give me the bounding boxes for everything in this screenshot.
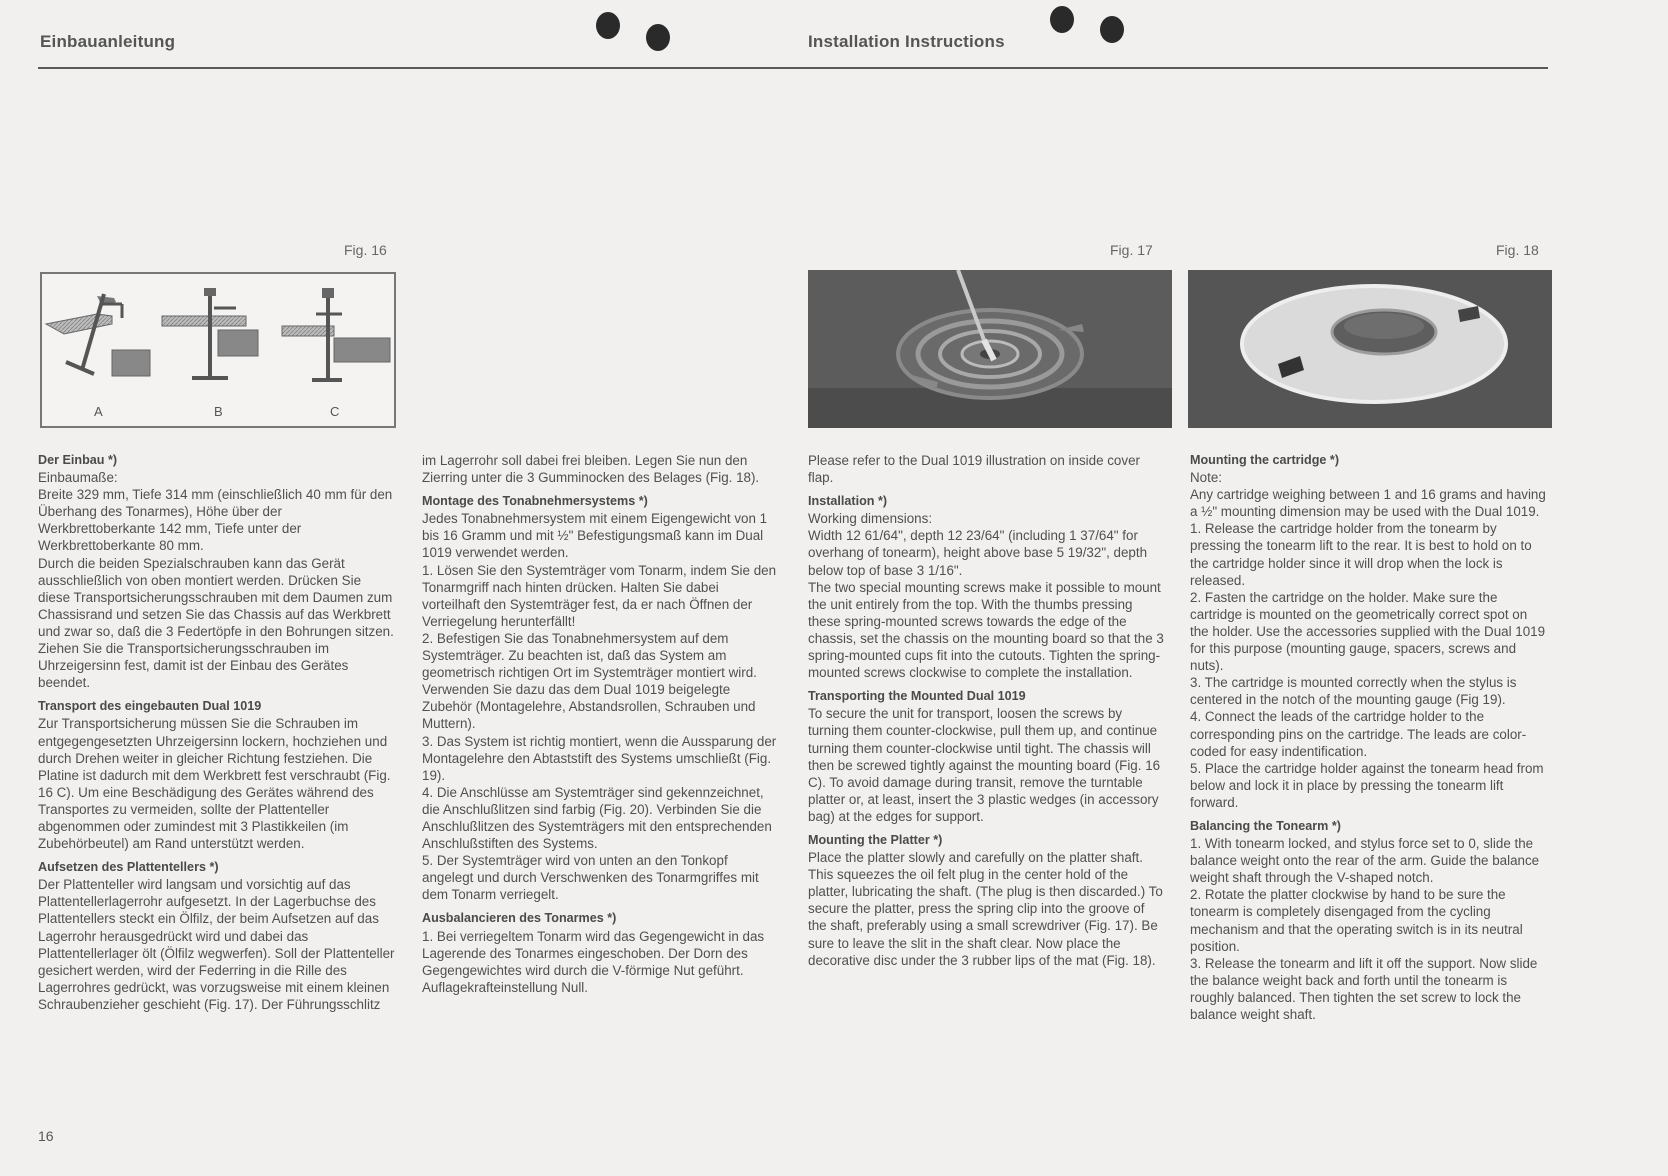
column-german-1 <box>38 452 396 1013</box>
fig17-label: Fig. 17 <box>1110 242 1153 258</box>
body-paragraph: Der Plattenteller wird langsam und vorsichtig auf das Plattentellerlagerrohr aufgesetzt. In der Lagerbuchse des Plattentellers steckt ein Ölfilz, der beim Aufsetzen auf das Lagerrohr herausgedrückt wird und dabei das Plattentellerlager ölt (Ölfilz wegwerfen). Soll der Plattenteller gesichert werden, wird der Federring in die Rille des Lagerrohres gedrückt, was vorzugsweise mit einem kleinen Schraubenzieher geschieht (Fig. 17). Der Führungsschlitz <box>38 877 395 1012</box>
body-paragraph: 3. Das System ist richtig montiert, wenn die Aussparung der Montagelehre den Abtaststift des Systems umschließt (Fig. 19). <box>422 733 777 783</box>
punch-hole-mark <box>1100 16 1124 43</box>
section-heading: Mounting the Platter *) <box>808 832 943 847</box>
body-paragraph: 1. Lösen Sie den Systemträger vom Tonarm, indem Sie den Tonarmgriff nach hinten drücken. Halten Sie dabei vorteilhaft den Systemträger fest, da er nach Öffnen der Verriegelung herunterfällt! <box>422 562 777 629</box>
section-heading: Aufsetzen des Plattentellers *) <box>38 860 219 875</box>
section-heading: Transporting the Mounted Dual 1019 <box>808 689 1026 704</box>
body-paragraph: Width 12 61/64", depth 12 23/64" (including 1 37/64" for overhang of tonearm), height above base 5 19/32", depth below top of base 3 1/16". <box>808 528 1148 578</box>
section-heading: Transport des eingebauten Dual 1019 <box>38 699 262 714</box>
section-heading: Der Einbau *) <box>38 453 118 467</box>
section-heading: Mounting the cartridge *) <box>1190 453 1340 467</box>
body-paragraph: Durch die beiden Spezialschrauben kann das Gerät ausschließlich von oben montiert werden. Drücken Sie diese Transportsicherungsschrauben mit dem Daumen zum Chassisrand und setzen Sie das Chassis auf das Werkbrett und zwar so, daß die 3 Federtöpfe in den Bohrungen sitzen. Ziehen Sie die Transportsicherungsschrauben im Uhrzeigersinn fest, damit ist der Einbau des Gerätes beendet. <box>38 555 394 691</box>
fig16-label: Fig. 16 <box>344 242 387 258</box>
body-paragraph: Working dimensions: <box>808 511 933 527</box>
section-spacer <box>422 903 780 910</box>
fig18-photo <box>1188 270 1552 428</box>
body-paragraph: 3. The cartridge is mounted correctly when the stylus is centered in the notch of the mounting gauge (Fig 19). <box>1190 675 1517 708</box>
screw-position-a <box>46 294 150 376</box>
body-paragraph: 4. Die Anschlüsse am Systemträger sind gekennzeichnet, die Anschlußlitzen sind farbig (Fig. 20). Verbinden Sie die Anschlußlitzen des Systemträgers mit den entsprechenden Anschlußstiften des Systems. <box>422 784 772 852</box>
fig16-part-a: A <box>94 404 103 419</box>
fig17-photo <box>808 270 1172 428</box>
section-spacer <box>38 691 396 698</box>
screw-position-b <box>162 288 258 378</box>
section-spacer <box>808 825 1166 832</box>
fig18-label: Fig. 18 <box>1496 242 1539 258</box>
body-paragraph: Note: <box>1190 470 1223 486</box>
section-spacer <box>1190 811 1548 818</box>
section-spacer <box>808 486 1166 493</box>
column-english-2 <box>1190 452 1548 1023</box>
header-title-german: Einbauanleitung <box>40 32 176 51</box>
header-title-english: Installation Instructions <box>808 32 1005 51</box>
header-rule <box>38 67 1548 69</box>
body-paragraph: 5. Der Systemträger wird von unten an den Tonkopf angelegt und durch Verschwenken des Tonarmgriffes mit dem Tonarm verriegelt. <box>422 853 759 903</box>
section-heading: Montage des Tonabnehmersystems *) <box>422 494 648 509</box>
fig16-part-c: C <box>330 404 340 419</box>
body-paragraph: im Lagerrohr soll dabei frei bleiben. Legen Sie nun den Zierring unter die 3 Gumminocken des Belages (Fig. 18). <box>422 453 760 486</box>
section-heading: Installation *) <box>808 494 888 509</box>
punch-hole-mark <box>1050 6 1074 33</box>
body-paragraph: 2. Rotate the platter clockwise by hand to be sure the tonearm is completely disengaged from the cycling mechanism and that the operating switch is in its neutral position. <box>1190 887 1523 954</box>
punch-hole-mark <box>596 12 620 39</box>
screw-position-c <box>282 288 390 380</box>
body-paragraph: To secure the unit for transport, loosen the screws by turning them counter-clockwise, pull them up, and continue turning them counter-clockwise until tight. The chassis will then be screwed tightly against the mounting board (Fig. 16 C). To avoid damage during transit, remove the turntable platter or, at least, insert the 3 plastic wedges (in accessory bag) at the edges for support. <box>808 706 1161 824</box>
platter-shaft-photo <box>808 270 1172 428</box>
body-paragraph: 4. Connect the leads of the cartridge holder to the corresponding pins on the cartridge. The leads are color-coded for easy indentification. <box>1190 709 1527 759</box>
punch-hole-mark <box>646 24 670 51</box>
body-paragraph: 1. With tonearm locked, and stylus force set to 0, slide the balance weight onto the rear of the arm. Guide the balance weight shaft through the V-shaped notch. <box>1190 836 1540 886</box>
body-paragraph: 2. Fasten the cartridge on the holder. Make sure the cartridge is mounted on the geometrically correct spot on the holder. Use the accessories supplied with the Dual 1019 for this purpose (mounting gauge, spacers, screws and nuts). <box>1190 589 1546 674</box>
body-paragraph: Jedes Tonabnehmersystem mit einem Eigengewicht von 1 bis 16 Gramm und mit ½" Befestigungsmaß kann im Dual 1019 verwendet werden. <box>422 511 768 561</box>
body-paragraph: Place the platter slowly and carefully on the platter shaft. This squeezes the oil felt plug in the center hold of the platter, lubricating the shaft. (The plug is then discarded.) To secure the platter, press the spring clip into the groove of the shaft, preferably using a small screwdriver (Fig. 17). Be sure to leave the slit in the shaft clear. Now place the decorative disc under the 3 rubber lips of the mat (Fig. 18). <box>808 850 1163 968</box>
fig16-mounting-diagram <box>40 272 396 428</box>
body-paragraph: Einbaumaße: <box>38 470 118 486</box>
body-paragraph: Please refer to the Dual 1019 illustration on inside cover flap. <box>808 453 1140 486</box>
body-paragraph: Zur Transportsicherung müssen Sie die Schrauben im entgegengesetzten Uhrzeigersinn lockern, hochziehen und durch Drehen weiter in gleicher Richtung festziehen. Die Platine ist dadurch mit dem Werkbrett fest verschraubt (Fig. 16 C). Um eine Beschädigung des Gerätes während des Transportes zu vermeiden, sollte der Plattenteller abgenommen oder zumindest mit 3 Plastikkeilen (im Zubehörbeutel) am Rand unterstützt werden. <box>38 716 391 852</box>
body-paragraph: The two special mounting screws make it possible to mount the unit entirely from the top. With the thumbs pressing these spring-mounted screws towards the edge of the chassis, set the chassis on the mounting board so that the 3 spring-mounted cups fit into the cutouts. Tighten the spring-mounted screws clockwise to complete the installation. <box>808 579 1164 681</box>
column-german-2 <box>422 452 780 996</box>
column-english-1 <box>808 452 1166 969</box>
decorative-disc-photo <box>1188 270 1552 428</box>
body-paragraph: Breite 329 mm, Tiefe 314 mm (einschließlich 40 mm für den Überhang des Tonarmes), Höhe über der Werkbrettoberkante 142 mm, Tiefe unter der Werkbrettoberkante 80 mm. <box>38 487 393 554</box>
body-paragraph: 2. Befestigen Sie das Tonabnehmersystem auf dem Systemträger. Zu beachten ist, daß das System am geometrisch richtigen Ort im Systemträger montiert wird. Verwenden Sie dazu das dem Dual 1019 beigelegte Zubehör (Montagelehre, Abstandsrollen, Schrauben und Muttern). <box>422 630 757 732</box>
body-paragraph: Any cartridge weighing between 1 and 16 grams and having a ½" mounting dimension may be used with the Dual 1019. <box>1190 487 1546 520</box>
section-spacer <box>808 681 1166 688</box>
body-paragraph: 1. Release the cartridge holder from the tonearm by pressing the tonearm lift to the rear. It is best to hold on to the cartridge holder since it will drop when the lock is released. <box>1190 521 1532 588</box>
mounting-screw-drawing <box>42 274 394 426</box>
section-spacer <box>422 486 780 493</box>
body-paragraph: 5. Place the cartridge holder against the tonearm head from below and lock it in place by pressing the tonearm lift forward. <box>1190 760 1544 810</box>
page-number: 16 <box>38 1128 54 1144</box>
fig16-part-b: B <box>214 404 223 419</box>
section-heading: Ausbalancieren des Tonarmes *) <box>422 911 617 926</box>
body-paragraph: 1. Bei verriegeltem Tonarm wird das Gegengewicht in das Lagerende des Tonarmes eingeschoben. Der Dorn des Gegengewichtes wird durch die V-förmige Nut geführt. Auflagekrafteinstellung Null. <box>422 928 765 995</box>
section-spacer <box>38 852 396 859</box>
body-paragraph: 3. Release the tonearm and lift it off the support. Now slide the balance weight back and forth until the tonearm is roughly balanced. Then tighten the set screw to lock the balance weight shaft. <box>1190 955 1538 1022</box>
section-heading: Balancing the Tonearm *) <box>1190 818 1341 833</box>
